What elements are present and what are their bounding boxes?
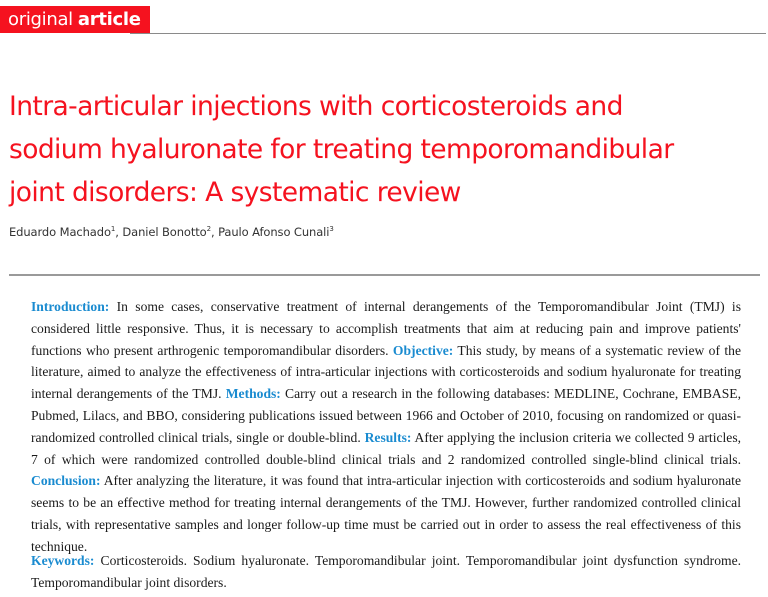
results-label: Results: [364, 429, 412, 445]
results-text: After applying the inclusion criteria we collected 9 articles, 7 of which were randomized controlled double-blind clinical trials and 2 randomized controlled single-blind clinical trials. [31, 429, 742, 467]
author-affiliation: 1 [110, 225, 116, 234]
title-line-1: Intra-articular injections with corticosteroids and [9, 91, 623, 122]
author-affiliation: 2 [206, 225, 211, 234]
objective-label: Objective: [392, 342, 454, 358]
methods-text: Carry out a research in the following databases: MEDLINE, Cochrane, EMBASE, Pubmed, Lilacs, and BBO, considering publications issued between 1966 and October of 2010, focusing on randomized or quasi-randomized controlled clinical trials, single or double-blind. [31, 386, 741, 445]
title-line-2: sodium hyaluronate for treating temporomandibular [9, 134, 674, 165]
author-affiliation: 3 [329, 225, 334, 234]
author-list: Eduardo Machado$^1$, Daniel Bonotto$^2$, Paulo Afonso Cunali$^3$ [9, 225, 334, 239]
conclusion-label: Conclusion: [31, 473, 101, 489]
author-name: Paulo Afonso Cunali [218, 225, 330, 239]
conclusion-text: After analyzing the literature, it was found that intra-articular injection with corticosteroids and sodium hyaluronate seems to be an effective method for treating internal derangements of the TMJ. However, further randomized controlled clinical trials, with representative samples and longer follow-up time must be carried out in order to assess the real effectiveness of this technique. [31, 473, 741, 554]
article-type-light: original [8, 9, 73, 30]
article-type-badge [0, 6, 150, 33]
article-type-bold: article [77, 9, 141, 30]
keywords-text: Corticosteroids. Sodium hyaluronate. Temporomandibular joint. Temporomandibular joint dysfunction syndrome. Temporomandibular joint disorders. [31, 553, 741, 590]
title-line-3: joint disorders: A systematic review [9, 177, 461, 208]
author-name: Eduardo Machado [9, 225, 111, 239]
section-divider [9, 274, 760, 276]
keywords-label: Keywords: [31, 553, 95, 568]
abstract [31, 296, 741, 558]
introduction-text: In some cases, conservative treatment of internal derangements of the Temporomandibular Joint (TMJ) is considered little responsive. Thus, it is necessary to accomplish treatments that aim at reducing pain and improve patients' functions who present arthrogenic temporomandibular disorders. [31, 299, 741, 358]
article-title [9, 85, 749, 214]
header-rule [130, 33, 766, 34]
author-name: Daniel Bonotto [122, 225, 207, 239]
methods-label: Methods: [225, 386, 281, 402]
keywords [31, 550, 741, 594]
introduction-label: Introduction: [31, 299, 110, 314]
objective-text: This study, by means of a systematic review of the literature, aimed to analyze the effectiveness of intra-articular injections with corticosteroids and sodium hyaluronate for treating internal derangements of the TMJ. [31, 342, 741, 402]
